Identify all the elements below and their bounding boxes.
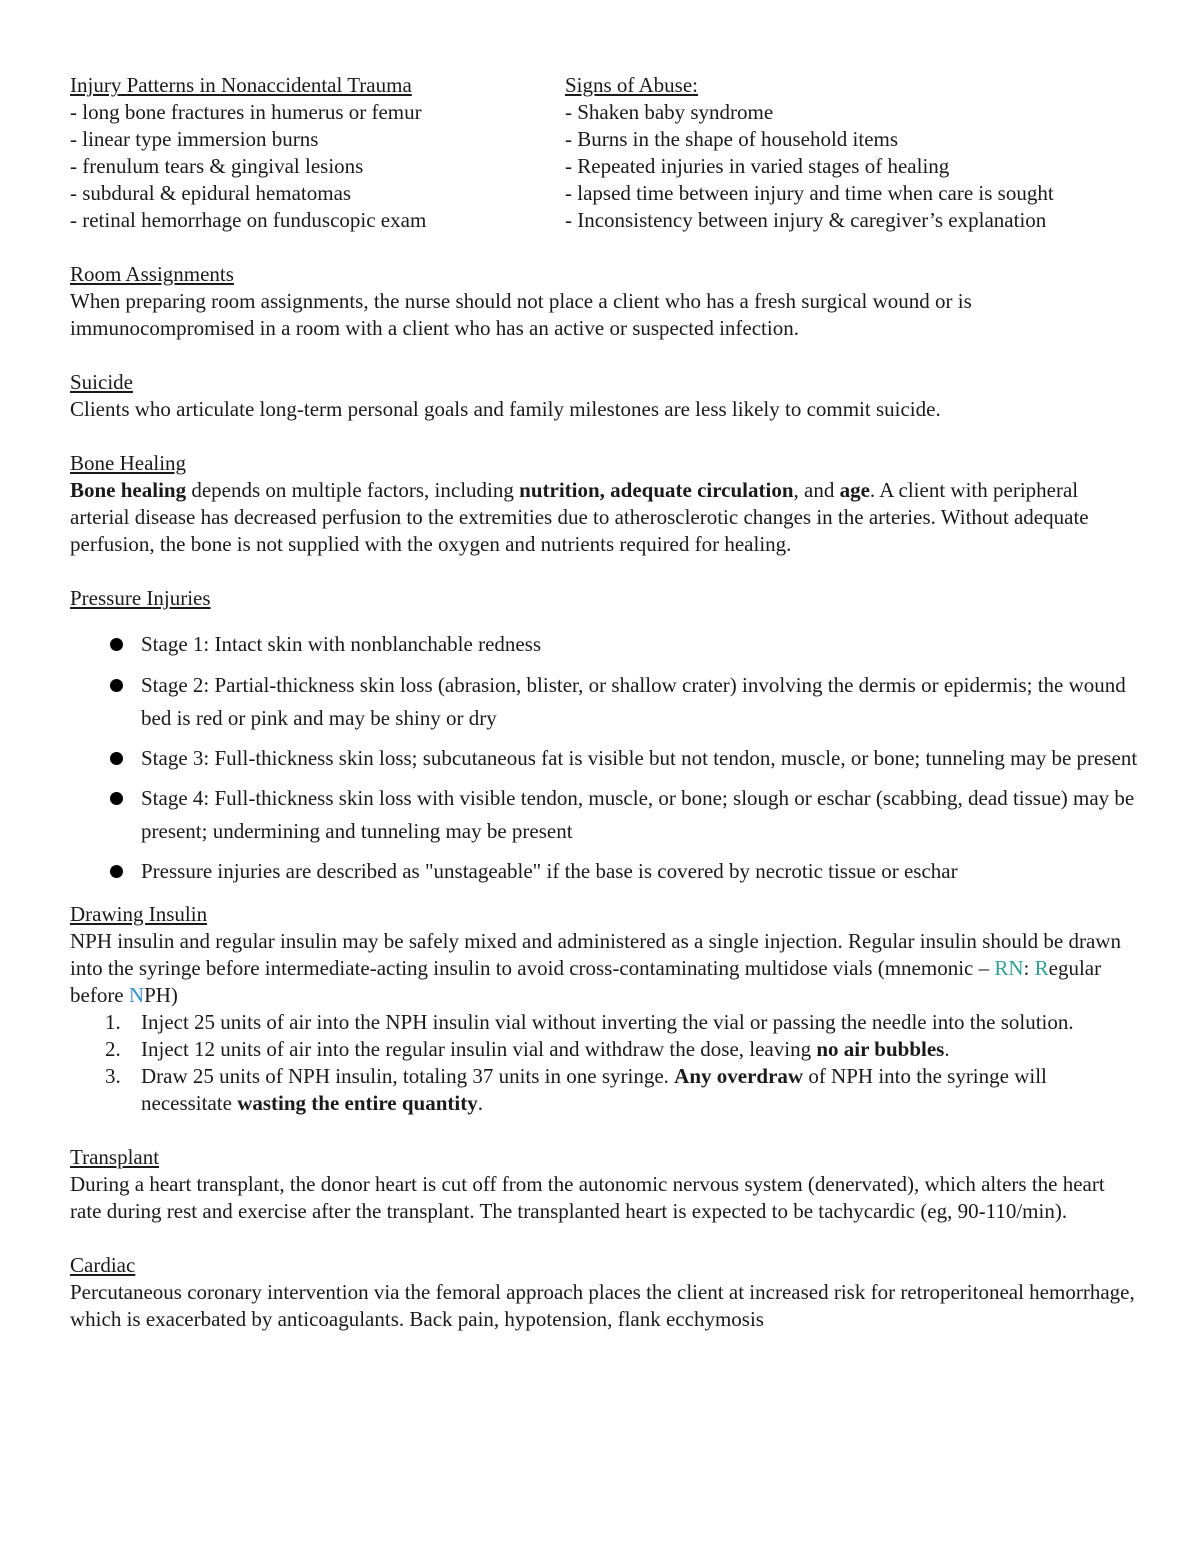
room-assignments-text: When preparing room assignments, the nurse should not place a client who has a fresh surgical wound or is immunocompromised in a room with a client who has an active or suspected infection. bbox=[70, 289, 972, 340]
step-number: 1. bbox=[105, 1010, 121, 1034]
injury-pattern-item: - frenulum tears & gingival lesions bbox=[70, 154, 364, 178]
top-columns bbox=[70, 72, 1140, 234]
bold-phrase: Any overdraw bbox=[674, 1064, 804, 1088]
step-text: of NPH into the syringe will necessitate bbox=[141, 1064, 1047, 1115]
injury-patterns-heading: Injury Patterns in Nonaccidental Trauma bbox=[70, 73, 412, 97]
mnemonic-n: N bbox=[128, 983, 145, 1007]
step-text: . bbox=[944, 1037, 950, 1061]
pressure-injury-item: Stage 1: Intact skin with nonblanchable redness bbox=[70, 628, 1140, 661]
pressure-injuries-section bbox=[70, 585, 1140, 888]
room-assignments-heading: Room Assignments bbox=[70, 262, 234, 286]
transplant-text: During a heart transplant, the donor heart is cut off from the autonomic nervous system (denervated), which alters the heart rate during rest and exercise after the transplant. The transplanted heart is expected to be tachycardic (eg, 90-110/min). bbox=[70, 1172, 1105, 1223]
bold-phrase: wasting the entire quantity bbox=[237, 1091, 478, 1115]
step-text: Inject 12 units of air into the regular insulin vial and withdraw the dose, leaving bbox=[141, 1037, 817, 1061]
suicide-heading: Suicide bbox=[70, 370, 133, 394]
signs-of-abuse-heading: Signs of Abuse: bbox=[565, 73, 699, 97]
drawing-insulin-heading: Drawing Insulin bbox=[70, 902, 208, 926]
pressure-injury-item: Pressure injuries are described as "unstageable" if the base is covered by necrotic tissue or eschar bbox=[70, 855, 1140, 888]
signs-of-abuse-section bbox=[565, 72, 1140, 234]
suicide-text: Clients who articulate long-term personal goals and family milestones are less likely to commit suicide. bbox=[70, 397, 941, 421]
bold-phrase: nutrition, adequate circulation bbox=[519, 478, 794, 502]
signs-of-abuse-item: - Repeated injuries in varied stages of healing bbox=[565, 154, 950, 178]
injury-pattern-item: - retinal hemorrhage on funduscopic exam bbox=[70, 208, 427, 232]
insulin-step bbox=[70, 1063, 1140, 1117]
insulin-steps-list bbox=[70, 1009, 1140, 1117]
injury-pattern-item: - subdural & epidural hematomas bbox=[70, 181, 352, 205]
drawing-insulin-intro bbox=[70, 928, 1140, 1009]
injury-patterns-section bbox=[70, 72, 565, 234]
step-text: Draw 25 units of NPH insulin, totaling 37 units in one syringe. bbox=[141, 1064, 675, 1088]
mnemonic-rn: RN bbox=[994, 956, 1024, 980]
transplant-heading: Transplant bbox=[70, 1145, 160, 1169]
bone-healing-heading: Bone Healing bbox=[70, 451, 187, 475]
injury-pattern-item: - linear type immersion burns bbox=[70, 127, 319, 151]
cardiac-section bbox=[70, 1252, 1140, 1333]
text-run: PH) bbox=[144, 983, 178, 1007]
signs-of-abuse-item: - Shaken baby syndrome bbox=[565, 100, 774, 124]
signs-of-abuse-item: - lapsed time between injury and time when care is sought bbox=[565, 181, 1054, 205]
room-assignments-section bbox=[70, 261, 1140, 342]
insulin-step bbox=[70, 1009, 1140, 1036]
signs-of-abuse-item: - Inconsistency between injury & caregiver’s explanation bbox=[565, 208, 1047, 232]
injury-pattern-item: - long bone fractures in humerus or femur bbox=[70, 100, 422, 124]
pressure-injury-item: Stage 4: Full-thickness skin loss with visible tendon, muscle, or bone; slough or eschar (scabbing, dead tissue) may be present; undermining and tunneling may be present bbox=[70, 782, 1140, 848]
step-number: 2. bbox=[105, 1037, 121, 1061]
step-text: Inject 25 units of air into the NPH insulin vial without inverting the vial or passing the needle into the solution. bbox=[141, 1010, 1074, 1034]
text-run: egular before bbox=[70, 956, 1102, 1007]
step-number: 3. bbox=[105, 1064, 121, 1088]
step-text: . bbox=[477, 1091, 483, 1115]
text-run: . A client with peripheral arterial disease has decreased perfusion to the extremities due to atherosclerotic changes in the arteries. Without adequate perfusion, the bone is not supplied with the oxygen and nutrients required for healing. bbox=[70, 478, 1089, 556]
pressure-injury-item: Stage 2: Partial-thickness skin loss (abrasion, blister, or shallow crater) involving the dermis or epidermis; the wound bed is red or pink and may be shiny or dry bbox=[70, 669, 1140, 735]
text-run: : bbox=[1023, 956, 1035, 980]
drawing-insulin-section bbox=[70, 901, 1140, 1117]
text-run: NPH insulin and regular insulin may be safely mixed and administered as a single injection. Regular insulin should be drawn into the syringe before intermediate-acting insulin to avoid cross-contaminating multidose vials (mnemonic – bbox=[70, 929, 1121, 980]
suicide-section bbox=[70, 369, 1140, 423]
bone-healing-section bbox=[70, 450, 1140, 558]
document-page bbox=[70, 72, 1140, 1333]
text-run: , and bbox=[793, 478, 840, 502]
transplant-section bbox=[70, 1144, 1140, 1225]
bold-phrase: Bone healing bbox=[70, 478, 187, 502]
bold-phrase: age bbox=[839, 478, 870, 502]
insulin-step bbox=[70, 1036, 1140, 1063]
cardiac-text: Percutaneous coronary intervention via the femoral approach places the client at increased risk for retroperitoneal hemorrhage, which is exacerbated by anticoagulants. Back pain, hypotension, flank ecchymosis bbox=[70, 1280, 1135, 1331]
text-run: depends on multiple factors, including bbox=[186, 478, 520, 502]
pressure-injuries-heading: Pressure Injuries bbox=[70, 586, 211, 610]
mnemonic-r: R bbox=[1034, 956, 1049, 980]
pressure-injury-item: Stage 3: Full-thickness skin loss; subcutaneous fat is visible but not tendon, muscle, or bone; tunneling may be present bbox=[70, 742, 1140, 775]
signs-of-abuse-item: - Burns in the shape of household items bbox=[565, 127, 899, 151]
bone-healing-text bbox=[70, 477, 1140, 558]
pressure-injuries-list bbox=[70, 628, 1140, 888]
cardiac-heading: Cardiac bbox=[70, 1253, 136, 1277]
bold-phrase: no air bubbles bbox=[816, 1037, 945, 1061]
